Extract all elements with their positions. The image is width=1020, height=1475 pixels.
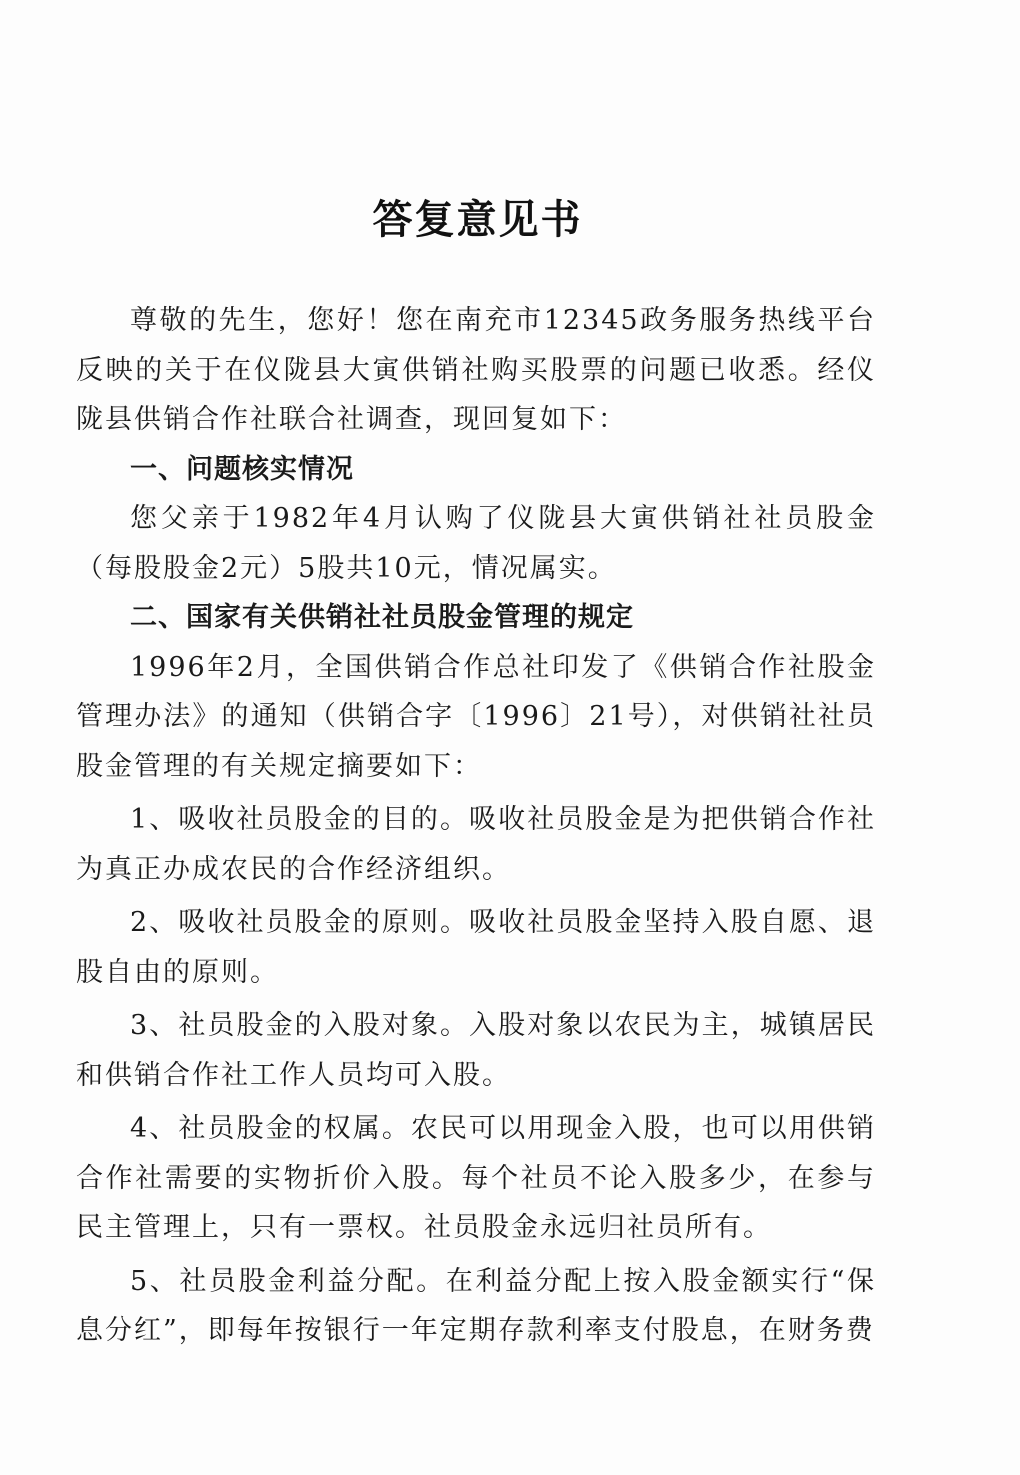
- paragraph-item-4: 4、社员股金的权属。农民可以用现金入股，也可以用供销合作社需要的实物折价入股。每个社员不论入股多少，在参与民主管理上，只有一票权。社员股金永远归社员所有。: [76, 1113, 876, 1243]
- paragraph-facts: 您父亲于1982年4月认购了仪陇县大寅供销社社员股金（每股股金2元）5股共10元，情况属实。: [76, 503, 876, 584]
- paragraph-item-2: 2、吸收社员股金的原则。吸收社员股金坚持入股自愿、退股自由的原则。: [76, 907, 876, 988]
- document-body: [76, 296, 876, 1356]
- paragraph-item-5: 5、社员股金利益分配。在利益分配上按入股金额实行“保息分红”，即每年按银行一年定期存款利率支付股息，在财务费: [76, 1265, 876, 1346]
- document-title: 答复意见书: [372, 196, 583, 243]
- paragraph-item-3: 3、社员股金的入股对象。入股对象以农民为主，城镇居民和供销合作社工作人员均可入股。: [76, 1010, 876, 1091]
- paragraph-regulation-intro: 1996年2月，全国供销合作总社印发了《供销合作社股金管理办法》的通知（供销合字〔1996〕21号），对供销社社员股金管理的有关规定摘要如下：: [76, 651, 876, 782]
- paragraph-greeting: 尊敬的先生，您好！您在南充市12345政务服务热线平台反映的关于在仪陇县大寅供销社购买股票的问题已收悉。经仪陇县供销合作社联合社调查，现回复如下：: [76, 305, 876, 435]
- section-heading-1: 一、问题核实情况: [130, 453, 354, 485]
- section-heading-2: 二、国家有关供销社社员股金管理的规定: [130, 602, 634, 633]
- paragraph-item-1: 1、吸收社员股金的目的。吸收社员股金是为把供销合作社为真正办成农民的合作经济组织。: [76, 804, 876, 885]
